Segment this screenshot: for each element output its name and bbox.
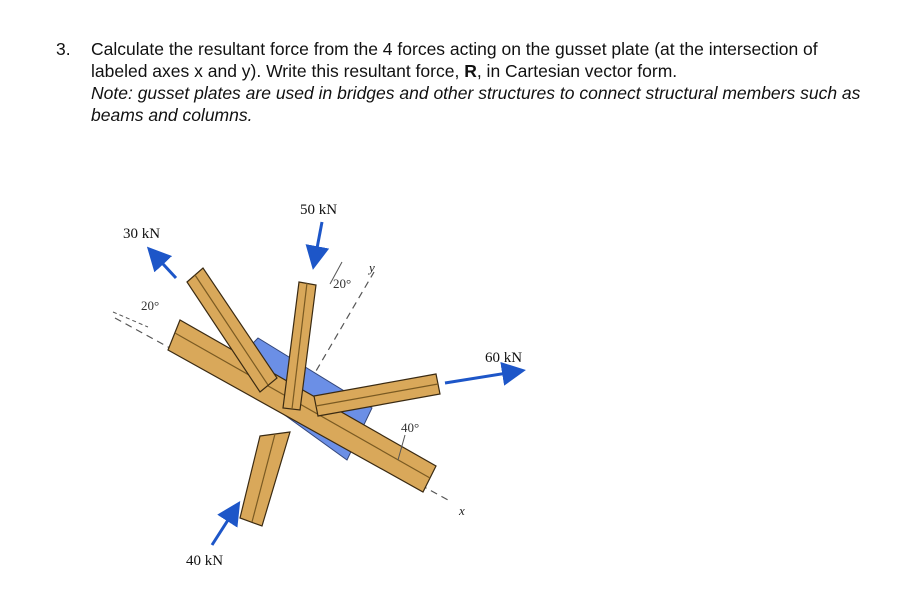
force-arrow-30kn bbox=[151, 251, 176, 278]
resultant-symbol: R bbox=[464, 61, 477, 81]
y-axis-label: y bbox=[369, 260, 375, 275]
angle-20-left: 20° bbox=[141, 298, 160, 313]
label-60kn: 60 kN bbox=[485, 350, 523, 366]
force-arrow-50kn bbox=[314, 222, 322, 264]
x-axis-label: x bbox=[459, 503, 465, 518]
problem-number: 3. bbox=[56, 39, 71, 59]
member-bottom bbox=[240, 432, 290, 526]
force-arrow-40kn bbox=[212, 506, 237, 545]
problem-text-end: , in Cartesian vector form. bbox=[476, 61, 678, 81]
label-50kn: 50 kN bbox=[300, 202, 338, 218]
label-30kn: 30 kN bbox=[123, 226, 161, 242]
angle-20-top: 20° bbox=[333, 276, 352, 291]
label-40kn: 40 kN bbox=[186, 553, 224, 569]
angle-40: 40° bbox=[401, 420, 420, 435]
problem-note: Note: gusset plates are used in bridges and other structures to connect structural members such as beams and columns. bbox=[91, 83, 861, 125]
problem-text: Calculate the resultant force from the 4 forces acting on the gusset plate (at the intersection of labeled axes x and y). Write this resultant force, bbox=[91, 39, 818, 81]
force-arrow-60kn bbox=[445, 371, 520, 383]
